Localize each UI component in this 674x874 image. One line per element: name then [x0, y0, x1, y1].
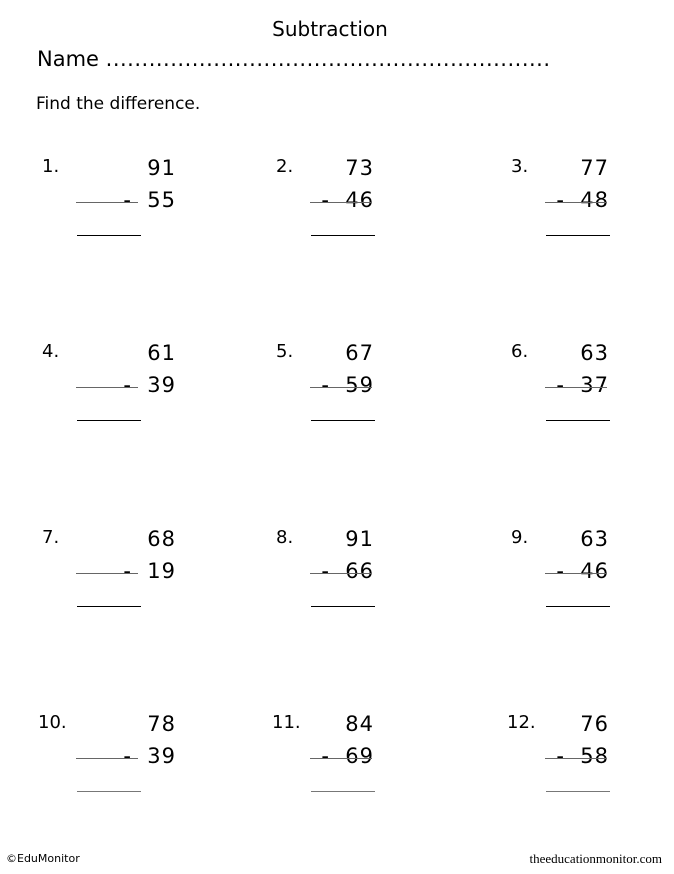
minuend: 84 — [345, 712, 374, 736]
answer-line[interactable] — [546, 791, 610, 792]
subtrahend: - 59 — [321, 373, 374, 397]
answer-line[interactable] — [546, 606, 610, 607]
instructions: Find the difference. — [36, 94, 201, 114]
minuend: 91 — [345, 527, 374, 551]
problem-5 — [276, 341, 426, 441]
minuend: 73 — [345, 156, 374, 180]
operation-line — [545, 758, 607, 759]
subtrahend: - 66 — [321, 559, 374, 583]
subtrahend: - 39 — [123, 373, 176, 397]
minuend: 61 — [147, 341, 176, 365]
answer-line[interactable] — [311, 791, 375, 792]
subtrahend: - 69 — [321, 744, 374, 768]
problem-4 — [42, 341, 192, 441]
problem-number: 1. — [42, 156, 60, 177]
problem-number: 5. — [276, 341, 294, 362]
operation-line — [310, 387, 372, 388]
minuend: 67 — [345, 341, 374, 365]
problem-2 — [276, 156, 426, 256]
subtrahend: - 58 — [556, 744, 609, 768]
problem-number: 12. — [507, 712, 536, 733]
answer-line[interactable] — [311, 420, 375, 421]
subtrahend: - 46 — [556, 559, 609, 583]
problem-9 — [511, 527, 661, 627]
answer-line[interactable] — [546, 235, 610, 236]
minuend: 91 — [147, 156, 176, 180]
copyright-text: ©EduMonitor — [6, 852, 80, 865]
operation-line — [310, 758, 372, 759]
problem-number: 4. — [42, 341, 60, 362]
problem-12 — [507, 712, 657, 812]
subtrahend: - 39 — [123, 744, 176, 768]
problem-number: 11. — [272, 712, 301, 733]
problem-number: 9. — [511, 527, 529, 548]
subtrahend: - 55 — [123, 188, 176, 212]
worksheet-title: Subtraction — [272, 17, 388, 41]
answer-line[interactable] — [546, 420, 610, 421]
problem-1 — [42, 156, 192, 256]
problem-number: 6. — [511, 341, 529, 362]
minuend: 63 — [580, 527, 609, 551]
subtrahend: - 37 — [556, 373, 609, 397]
operation-line — [76, 202, 138, 203]
operation-line — [76, 758, 138, 759]
problem-7 — [42, 527, 192, 627]
operation-line — [310, 573, 372, 574]
operation-line — [76, 573, 138, 574]
problem-6 — [511, 341, 661, 441]
operation-line — [545, 202, 607, 203]
problem-11 — [272, 712, 422, 812]
answer-line[interactable] — [77, 235, 141, 236]
subtrahend: - 19 — [123, 559, 176, 583]
minuend: 78 — [147, 712, 176, 736]
problem-number: 7. — [42, 527, 60, 548]
answer-line[interactable] — [311, 235, 375, 236]
subtrahend: - 46 — [321, 188, 374, 212]
minuend: 63 — [580, 341, 609, 365]
operation-line — [310, 202, 372, 203]
problem-8 — [276, 527, 426, 627]
operation-line — [545, 573, 607, 574]
minuend: 77 — [580, 156, 609, 180]
answer-line[interactable] — [77, 420, 141, 421]
problem-number: 3. — [511, 156, 529, 177]
problem-number: 8. — [276, 527, 294, 548]
operation-line — [76, 387, 138, 388]
name-label: Name — [37, 47, 99, 71]
name-dotted-line: .............................................................. — [105, 47, 551, 71]
answer-line[interactable] — [311, 606, 375, 607]
answer-line[interactable] — [77, 606, 141, 607]
minuend: 68 — [147, 527, 176, 551]
name-field[interactable] — [37, 47, 551, 71]
website-link[interactable]: theeducationmonitor.com — [529, 851, 662, 866]
subtrahend: - 48 — [556, 188, 609, 212]
minuend: 76 — [580, 712, 609, 736]
problem-10 — [38, 712, 188, 812]
operation-line — [545, 387, 607, 388]
problem-3 — [511, 156, 661, 256]
answer-line[interactable] — [77, 791, 141, 792]
problem-number: 2. — [276, 156, 294, 177]
problem-number: 10. — [38, 712, 67, 733]
